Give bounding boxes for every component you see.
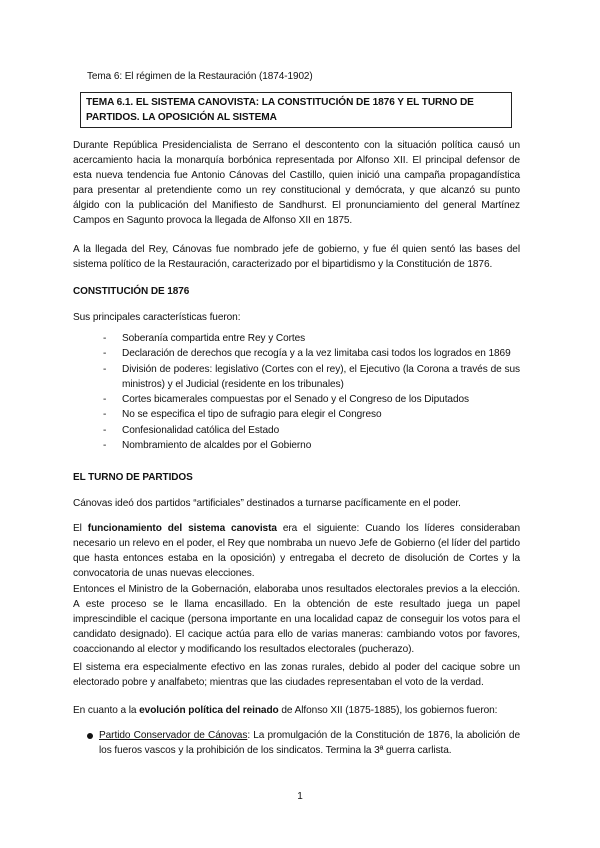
- list-item-text: Nombramiento de alcaldes por el Gobierno: [122, 440, 312, 452]
- list-item-text: Soberanía compartida entre Rey y Cortes: [122, 333, 306, 344]
- text-run: : La promulgación de la Constitución de 1876, la abolición de los fueros vascos y la prohibición de los sindicatos. Termina la 3ª guerra carlista.: [99, 730, 520, 756]
- dash-marker: -: [103, 333, 107, 344]
- bullet-item-conservador: [87, 728, 520, 758]
- bold-term: evolución política del reinado: [139, 705, 279, 716]
- constitution-heading: CONSTITUCIÓN DE 1876: [73, 286, 190, 297]
- bold-term: funcionamiento del sistema canovista: [87, 523, 277, 534]
- list-item: [73, 346, 520, 361]
- constitution-lead: Sus principales características fueron:: [73, 312, 241, 323]
- underlined-label: Partido Conservador de Cánovas: [99, 730, 248, 741]
- turno-paragraph-1: Cánovas ideó dos partidos “artificiales” destinados a turnarse pacíficamente en el poder.: [73, 498, 461, 509]
- text-run: En cuanto a la: [73, 705, 140, 716]
- text-run: El: [73, 523, 88, 534]
- section-title-box: TEMA 6.1. EL SISTEMA CANOVISTA: LA CONSTITUCIÓN DE 1876 Y EL TURNO DE PARTIDOS. LA OPOSICIÓN AL SISTEMA: [80, 92, 512, 128]
- list-item: [73, 392, 520, 407]
- list-item: [73, 438, 520, 453]
- dash-marker: -: [103, 348, 107, 360]
- bullet-dot-icon: [87, 733, 93, 739]
- constitution-list: [73, 331, 520, 453]
- list-item: [73, 423, 520, 438]
- turno-heading: EL TURNO DE PARTIDOS: [73, 472, 193, 483]
- list-item-text: Confesionalidad católica del Estado: [122, 424, 280, 436]
- text-run: de Alfonso XII (1875-1885), los gobiernos fueron:: [278, 705, 498, 716]
- list-item-text: Declaración de derechos que recogía y a la vez limitaba casi todos los logrados en 1869: [122, 348, 511, 360]
- turno-paragraph-3: Entonces el Ministro de la Gobernación, elaboraba unos resultados electorales previos a la elección. A este proceso se le llama encasillado. En la obtención de este resultado juega un papel imprescindible el cacique (persona importante en una localidad capaz de conseguir los votos para el candidato designado). El cacique actúa para ello de varias maneras: cambiando votos por favores, coaccionando al elector y modificando los resultados electorales (pucherazo).: [73, 584, 520, 655]
- list-item: [73, 331, 520, 346]
- list-item-text: No se especifica el tipo de sufragio para elegir el Congreso: [122, 409, 382, 421]
- intro-paragraph-1: Durante República Presidencialista de Serrano el descontento con la situación política causó un acercamiento hacia la monarquía borbónica representada por Alfonso XII. El principal defensor de esta nueva tendencia fue Antonio Cánovas del Castillo, quien inició una campaña propagandística para presentar al pretendiente como un rey constitucional y demócrata, y que alcanzó su punto álgido con la publicación del Manifiesto de Sandhurst. El pronunciamiento del general Martínez Campos en Sagunto provoca la llegada de Alfonso XII en 1875.: [73, 140, 520, 226]
- dash-marker: -: [103, 424, 107, 436]
- document-title: Tema 6: El régimen de la Restauración (1874-1902): [87, 71, 313, 82]
- turno-paragraph-5: [73, 703, 520, 718]
- dash-marker: -: [103, 409, 107, 421]
- dash-marker: -: [103, 440, 107, 452]
- list-item: [73, 407, 520, 422]
- intro-paragraph-2: A la llegada del Rey, Cánovas fue nombrado jefe de gobierno, y fue él quien sentó las bases del sistema político de la Restauración, caracterizado por el bipartidismo y la Constitución de 1876.: [73, 244, 520, 270]
- list-item: [73, 362, 520, 393]
- bullet-text: [99, 728, 520, 758]
- dash-marker: -: [103, 363, 107, 375]
- list-item-text: División de poderes: legislativo (Cortes con el rey), el Ejecutivo (la Corona a través de sus ministros) y el Judicial (residente en los tribunales): [122, 363, 520, 390]
- turno-paragraph-2: [73, 521, 520, 581]
- list-item-text: Cortes bicamerales compuestas por el Senado y el Congreso de los Diputados: [122, 394, 469, 406]
- turno-paragraph-4: El sistema era especialmente efectivo en las zonas rurales, debido al poder del cacique sobre un electorado pobre y analfabeto; mientras que las ciudades representaban el voto de la verdad.: [73, 662, 520, 688]
- dash-marker: -: [103, 394, 107, 406]
- text-run: era el siguiente: Cuando los líderes consideraban necesario un relevo en el poder, el Rey que nombraba un nuevo Jefe de Gobierno (el líder del partido que hasta entonces estaba en la oposición) y entregaba el decreto de disolución de Cortes y la convocatoria de unas nuevas elecciones.: [73, 523, 520, 579]
- page-number: 1: [297, 791, 303, 802]
